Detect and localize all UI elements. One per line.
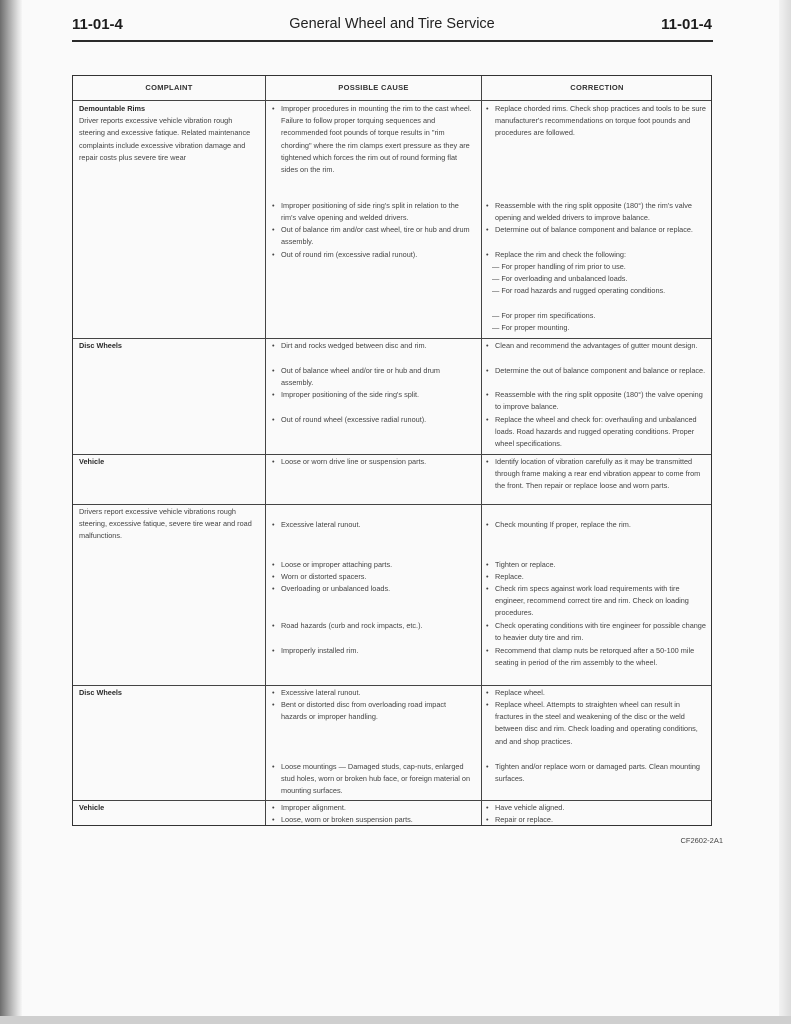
bullet-icon: •	[272, 225, 275, 234]
cause-item: • Out of balance wheel and/or tire or hub and drum assembly.	[272, 366, 441, 388]
complaint-cell	[79, 340, 259, 352]
complaint-title: Vehicle	[79, 457, 105, 466]
cause-item: • Overloading or unbalanced loads.	[272, 583, 472, 595]
correction-item: • Replace chorded rims. Check shop practices and tools to be sure manufacturer's recommendations on torque foot pounds and procedures are followed.	[486, 104, 706, 138]
book-spine-shadow	[0, 0, 22, 1024]
correction-item: • Recommend that clamp nuts be retorqued after a 50-100 mile seating in period of the rim assembly to the wheel.	[486, 646, 695, 668]
correction-item: • Replace.	[486, 571, 708, 583]
complaint-cell	[79, 456, 259, 468]
cause-item: • Improperly installed rim.	[272, 645, 472, 657]
bullet-icon: •	[272, 688, 275, 697]
cause-cell	[272, 103, 472, 337]
bullet-icon: •	[486, 366, 489, 375]
correction-cell	[486, 519, 708, 684]
bullet-icon: •	[486, 646, 489, 655]
cause-item: • Loose or worn drive line or suspension parts.	[272, 456, 472, 468]
bullet-icon: •	[486, 688, 489, 697]
sub-correction-item: — For road hazards and rugged operating conditions.	[492, 286, 666, 295]
cause-item: • Out of round rim (excessive radial runout).	[272, 249, 472, 261]
cause-item: • Dirt and rocks wedged between disc and rim.	[272, 340, 472, 352]
cause-item: • Improper procedures in mounting the rim to the cast wheel. Failure to follow proper torquing sequences and recommended foot pounds of torque results in "rim chording" where the rim clamps exert pressure as they are tightened which forces the rim out of round forming flat sides on the rim.	[272, 104, 472, 175]
correction-item: • Check operating conditions with tire engineer for possible change to heavier duty tire and rim.	[486, 621, 706, 643]
complaint-cell	[79, 802, 259, 814]
page-bottom-edge	[0, 1016, 791, 1024]
page-edge	[779, 0, 791, 1024]
bullet-icon: •	[272, 621, 275, 630]
cause-item: • Out of round wheel (excessive radial runout).	[272, 414, 472, 426]
bullet-icon: •	[486, 225, 489, 234]
correction-item: • Check rim specs against work load requirements with tire engineer, recommend correct tire and rim. Check on loading procedures.	[486, 584, 689, 618]
cause-item: • Improper alignment.	[272, 802, 472, 814]
complaint-text: Drivers report excessive vehicle vibrations rough steering, excessive fatique, severe tire wear and road malfunctions.	[79, 507, 252, 541]
correction-cell	[486, 103, 708, 337]
bullet-icon: •	[486, 762, 489, 771]
page-title: General Wheel and Tire Service	[289, 16, 495, 32]
correction-item: • Reassemble with the ring split opposite (180°) the rim's valve opening and welded drivers to improve balance.	[486, 201, 692, 223]
correction-item: • Repair or replace.	[486, 814, 708, 826]
bullet-icon: •	[486, 560, 489, 569]
bullet-icon: •	[272, 201, 275, 210]
sub-correction-item: — For overloading and unbalanced loads.	[492, 274, 628, 283]
correction-item: • Tighten and/or replace worn or damaged parts. Clean mounting surfaces.	[486, 762, 700, 784]
bullet-icon: •	[272, 762, 275, 771]
sub-correction-item: — For proper mounting.	[492, 323, 570, 332]
figure-code: CF2602-2A1	[680, 836, 723, 845]
bullet-icon: •	[272, 700, 275, 709]
correction-cell	[486, 687, 708, 799]
correction-item: • Reassemble with the ring split opposite (180°) the valve opening to improve balance.	[486, 390, 703, 412]
correction-item: • Determine the out of balance component and balance or replace.	[486, 365, 708, 377]
bullet-icon: •	[486, 250, 489, 259]
correction-item: • Clean and recommend the advantages of gutter mount design.	[486, 340, 708, 352]
cause-cell	[272, 340, 472, 452]
bullet-icon: •	[486, 104, 489, 113]
row-divider	[73, 338, 711, 339]
bullet-icon: •	[486, 201, 489, 210]
complaint-text: Driver reports excessive vehicle vibration rough steering and excessive fatique. Related maintenance complaints include excessive vibration damage and repair costs plus severe tire wear	[79, 116, 251, 162]
row-divider	[73, 504, 711, 505]
row-divider	[73, 685, 711, 686]
bullet-icon: •	[486, 700, 489, 709]
bullet-icon: •	[272, 646, 275, 655]
correction-item: • Replace wheel.	[486, 687, 708, 699]
header-rule	[72, 40, 713, 42]
correction-item: • Identify location of vibration carefully as it may be transmitted through frame making a rear end vibration appear to come from the front. Then repair or replace loose and worn parts.	[486, 457, 701, 491]
cause-item: • Loose or improper attaching parts.	[272, 559, 472, 571]
complaint-title: Disc Wheels	[79, 341, 122, 350]
cause-item: • Worn or distorted spacers.	[272, 571, 472, 583]
correction-item: • Have vehicle aligned.	[486, 802, 708, 814]
bullet-icon: •	[272, 815, 275, 824]
page-number-right: 11-01-4	[661, 16, 712, 33]
complaint-cell	[79, 103, 259, 164]
bullet-icon: •	[272, 250, 275, 259]
bullet-icon: •	[272, 104, 275, 113]
cause-item: • Loose mountings — Damaged studs, cap-nuts, enlarged stud holes, worn or broken hub face, or foreign material on mounting surfaces.	[272, 762, 471, 796]
bullet-icon: •	[486, 803, 489, 812]
bullet-icon: •	[486, 520, 489, 529]
cause-item: • Loose, worn or broken suspension parts.	[272, 814, 472, 826]
cause-item: • Improper positioning of side ring's split in relation to the rim's valve opening and welded drivers.	[272, 201, 459, 223]
correction-item: • Replace wheel. Attempts to straighten wheel can result in fractures in the steel and weakening of the disc or the weld between disc and rim. Check loading and operating conditions, and and shop practices.	[486, 700, 698, 746]
bullet-icon: •	[486, 584, 489, 593]
bullet-icon: •	[272, 572, 275, 581]
complaint-title: Demountable Rims	[79, 104, 146, 113]
row-divider	[73, 800, 711, 801]
bullet-icon: •	[272, 520, 275, 529]
complaint-title: Vehicle	[79, 803, 105, 812]
page-number-left: 11-01-4	[72, 16, 123, 33]
complaint-cell	[79, 506, 255, 543]
cause-item: • Out of balance rim and/or cast wheel, tire or hub and drum assembly.	[272, 225, 470, 247]
bullet-icon: •	[272, 366, 275, 375]
correction-item: • Replace the rim and check the following:	[486, 249, 708, 261]
page-header	[72, 16, 712, 38]
cause-item: • Road hazards (curb and rock impacts, etc.).	[272, 620, 472, 632]
sub-correction-item: — For proper handling of rim prior to use.	[492, 262, 626, 271]
row-divider	[73, 454, 711, 455]
bullet-icon: •	[272, 584, 275, 593]
bullet-icon: •	[486, 390, 489, 399]
bullet-icon: •	[486, 457, 489, 466]
column-header-correction: CORRECTION	[570, 83, 624, 92]
cause-item: • Bent or distorted disc from overloading road impact hazards or improper handling.	[272, 700, 447, 722]
column-divider	[265, 76, 266, 825]
bullet-icon: •	[486, 415, 489, 424]
complaint-cell	[79, 687, 259, 699]
bullet-icon: •	[486, 621, 489, 630]
header-divider	[73, 100, 711, 101]
column-divider	[481, 76, 482, 825]
bullet-icon: •	[486, 341, 489, 350]
cause-item: • Excessive lateral runout.	[272, 687, 472, 699]
bullet-icon: •	[272, 341, 275, 350]
correction-item: • Replace the wheel and check for: overhauling and unbalanced loads. Road hazards and rugged operating conditions. Proper wheel specifications.	[486, 415, 697, 449]
correction-cell	[486, 340, 708, 452]
correction-item: • Tighten or replace.	[486, 559, 708, 571]
bullet-icon: •	[486, 572, 489, 581]
complaint-title: Disc Wheels	[79, 688, 122, 697]
sub-correction-item: — For proper rim specifications.	[492, 311, 596, 320]
cause-item: • Excessive lateral runout.	[272, 519, 472, 531]
bullet-icon: •	[486, 815, 489, 824]
correction-item: • Determine out of balance component and balance or replace.	[486, 224, 708, 236]
diagnosis-table	[72, 75, 712, 826]
bullet-icon: •	[272, 803, 275, 812]
cause-cell	[272, 687, 472, 799]
cause-item: • Improper positioning of the side ring's split.	[272, 389, 472, 401]
bullet-icon: •	[272, 560, 275, 569]
bullet-icon: •	[272, 415, 275, 424]
column-header-possible-cause: POSSIBLE CAUSE	[338, 83, 409, 92]
column-header-complaint: COMPLAINT	[145, 83, 193, 92]
correction-item: • Check mounting If proper, replace the rim.	[486, 519, 708, 531]
bullet-icon: •	[272, 457, 275, 466]
bullet-icon: •	[272, 390, 275, 399]
cause-cell	[272, 519, 472, 684]
